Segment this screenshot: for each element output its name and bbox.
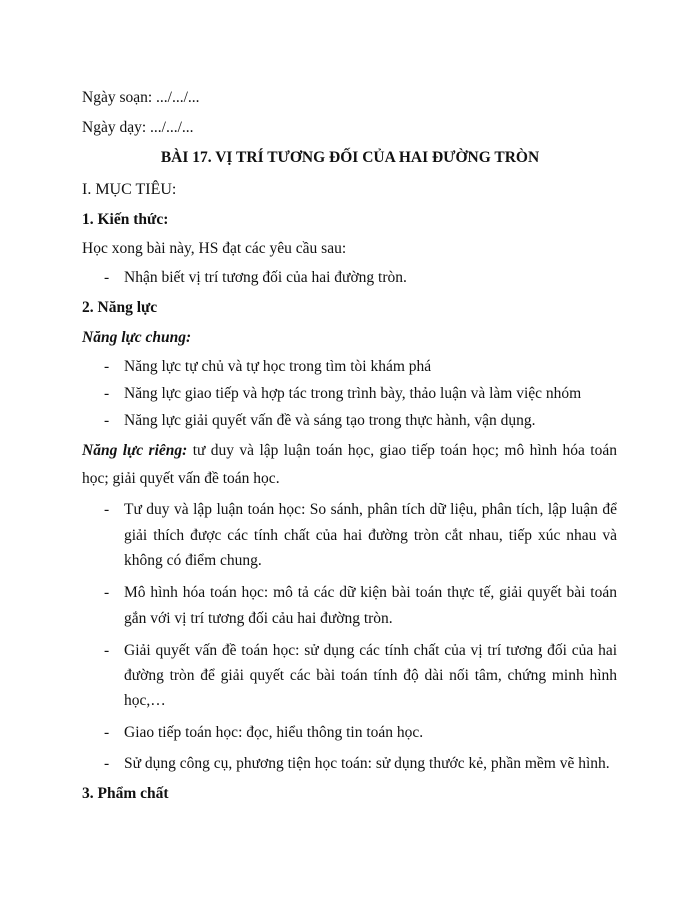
nang-luc-chung-bullet: Năng lực giao tiếp và hợp tác trong trình bày, thảo luận và làm việc nhóm — [124, 385, 582, 402]
rieng-bullet-line: không có điểm chung. — [124, 552, 262, 569]
rieng-bullet-line: giải thích được các tính chất của hai đường tròn cắt nhau, tiếp xúc nhau và — [124, 527, 617, 544]
bullet-dash: - — [104, 358, 110, 375]
pham-chat-heading: 3. Phẩm chất — [82, 785, 169, 802]
lesson-title: BÀI 17. VỊ TRÍ TƯƠNG ĐỐI CỦA HAI ĐƯỜNG TRÒN — [160, 149, 540, 166]
kien-thuc-intro: Học xong bài này, HS đạt các yêu cầu sau: — [82, 240, 347, 257]
nang-luc-rieng-text-cont: học; giải quyết vấn đề toán học. — [82, 470, 280, 487]
rieng-bullet-line: Mô hình hóa toán học: mô tả các dữ kiện bài toán thực tế, giải quyết bài toán — [124, 584, 617, 601]
nang-luc-heading: 2. Năng lực — [82, 299, 158, 316]
rieng-bullet-line: gắn với vị trí tương đối cảu hai đường tròn. — [124, 610, 393, 627]
bullet-dash: - — [104, 412, 110, 429]
rieng-bullet-line: học,… — [124, 692, 166, 709]
bullet-dash: - — [104, 501, 110, 518]
nang-luc-rieng-paragraph — [82, 441, 617, 461]
bullet-dash: - — [104, 724, 110, 741]
rieng-bullet-line: đường tròn để giải quyết các bài toán tính độ dài nối tâm, chứng minh hình — [124, 667, 617, 684]
nang-luc-rieng-heading: Năng lực riêng: — [82, 442, 188, 459]
nang-luc-rieng-text: tư duy và lập luận toán học, giao tiếp toán học; mô hình hóa toán — [192, 442, 617, 459]
nang-luc-chung-bullet: Năng lực tự chủ và tự học trong tìm tòi khám phá — [124, 358, 432, 375]
kien-thuc-bullet: Nhận biết vị trí tương đối của hai đường tròn. — [124, 269, 407, 286]
ngay-soan: Ngày soạn: .../.../... — [82, 89, 200, 106]
bullet-dash: - — [104, 269, 110, 286]
section-muc-tieu-heading: I. MỤC TIÊU: — [82, 181, 177, 198]
rieng-bullet-line: Tư duy và lập luận toán học: So sánh, phân tích dữ liệu, phân tích, lập luận để — [124, 501, 617, 518]
bullet-dash: - — [104, 385, 110, 402]
nang-luc-chung-heading: Năng lực chung: — [82, 329, 192, 346]
ngay-day: Ngày dạy: .../.../... — [82, 119, 194, 136]
kien-thuc-heading: 1. Kiến thức: — [82, 211, 169, 228]
rieng-bullet-line: Giải quyết vấn đề toán học: sử dụng các tính chất của vị trí tương đối của hai — [124, 642, 617, 659]
nang-luc-chung-bullet: Năng lực giải quyết vấn đề và sáng tạo trong thực hành, vận dụng. — [124, 412, 536, 429]
bullet-dash: - — [104, 642, 110, 659]
bullet-dash: - — [104, 584, 110, 601]
bullet-dash: - — [104, 755, 110, 772]
rieng-bullet-line: Sử dụng công cụ, phương tiện học toán: sử dụng thước kẻ, phần mềm vẽ hình. — [124, 755, 610, 772]
rieng-bullet-line: Giao tiếp toán học: đọc, hiểu thông tin toán học. — [124, 724, 424, 741]
